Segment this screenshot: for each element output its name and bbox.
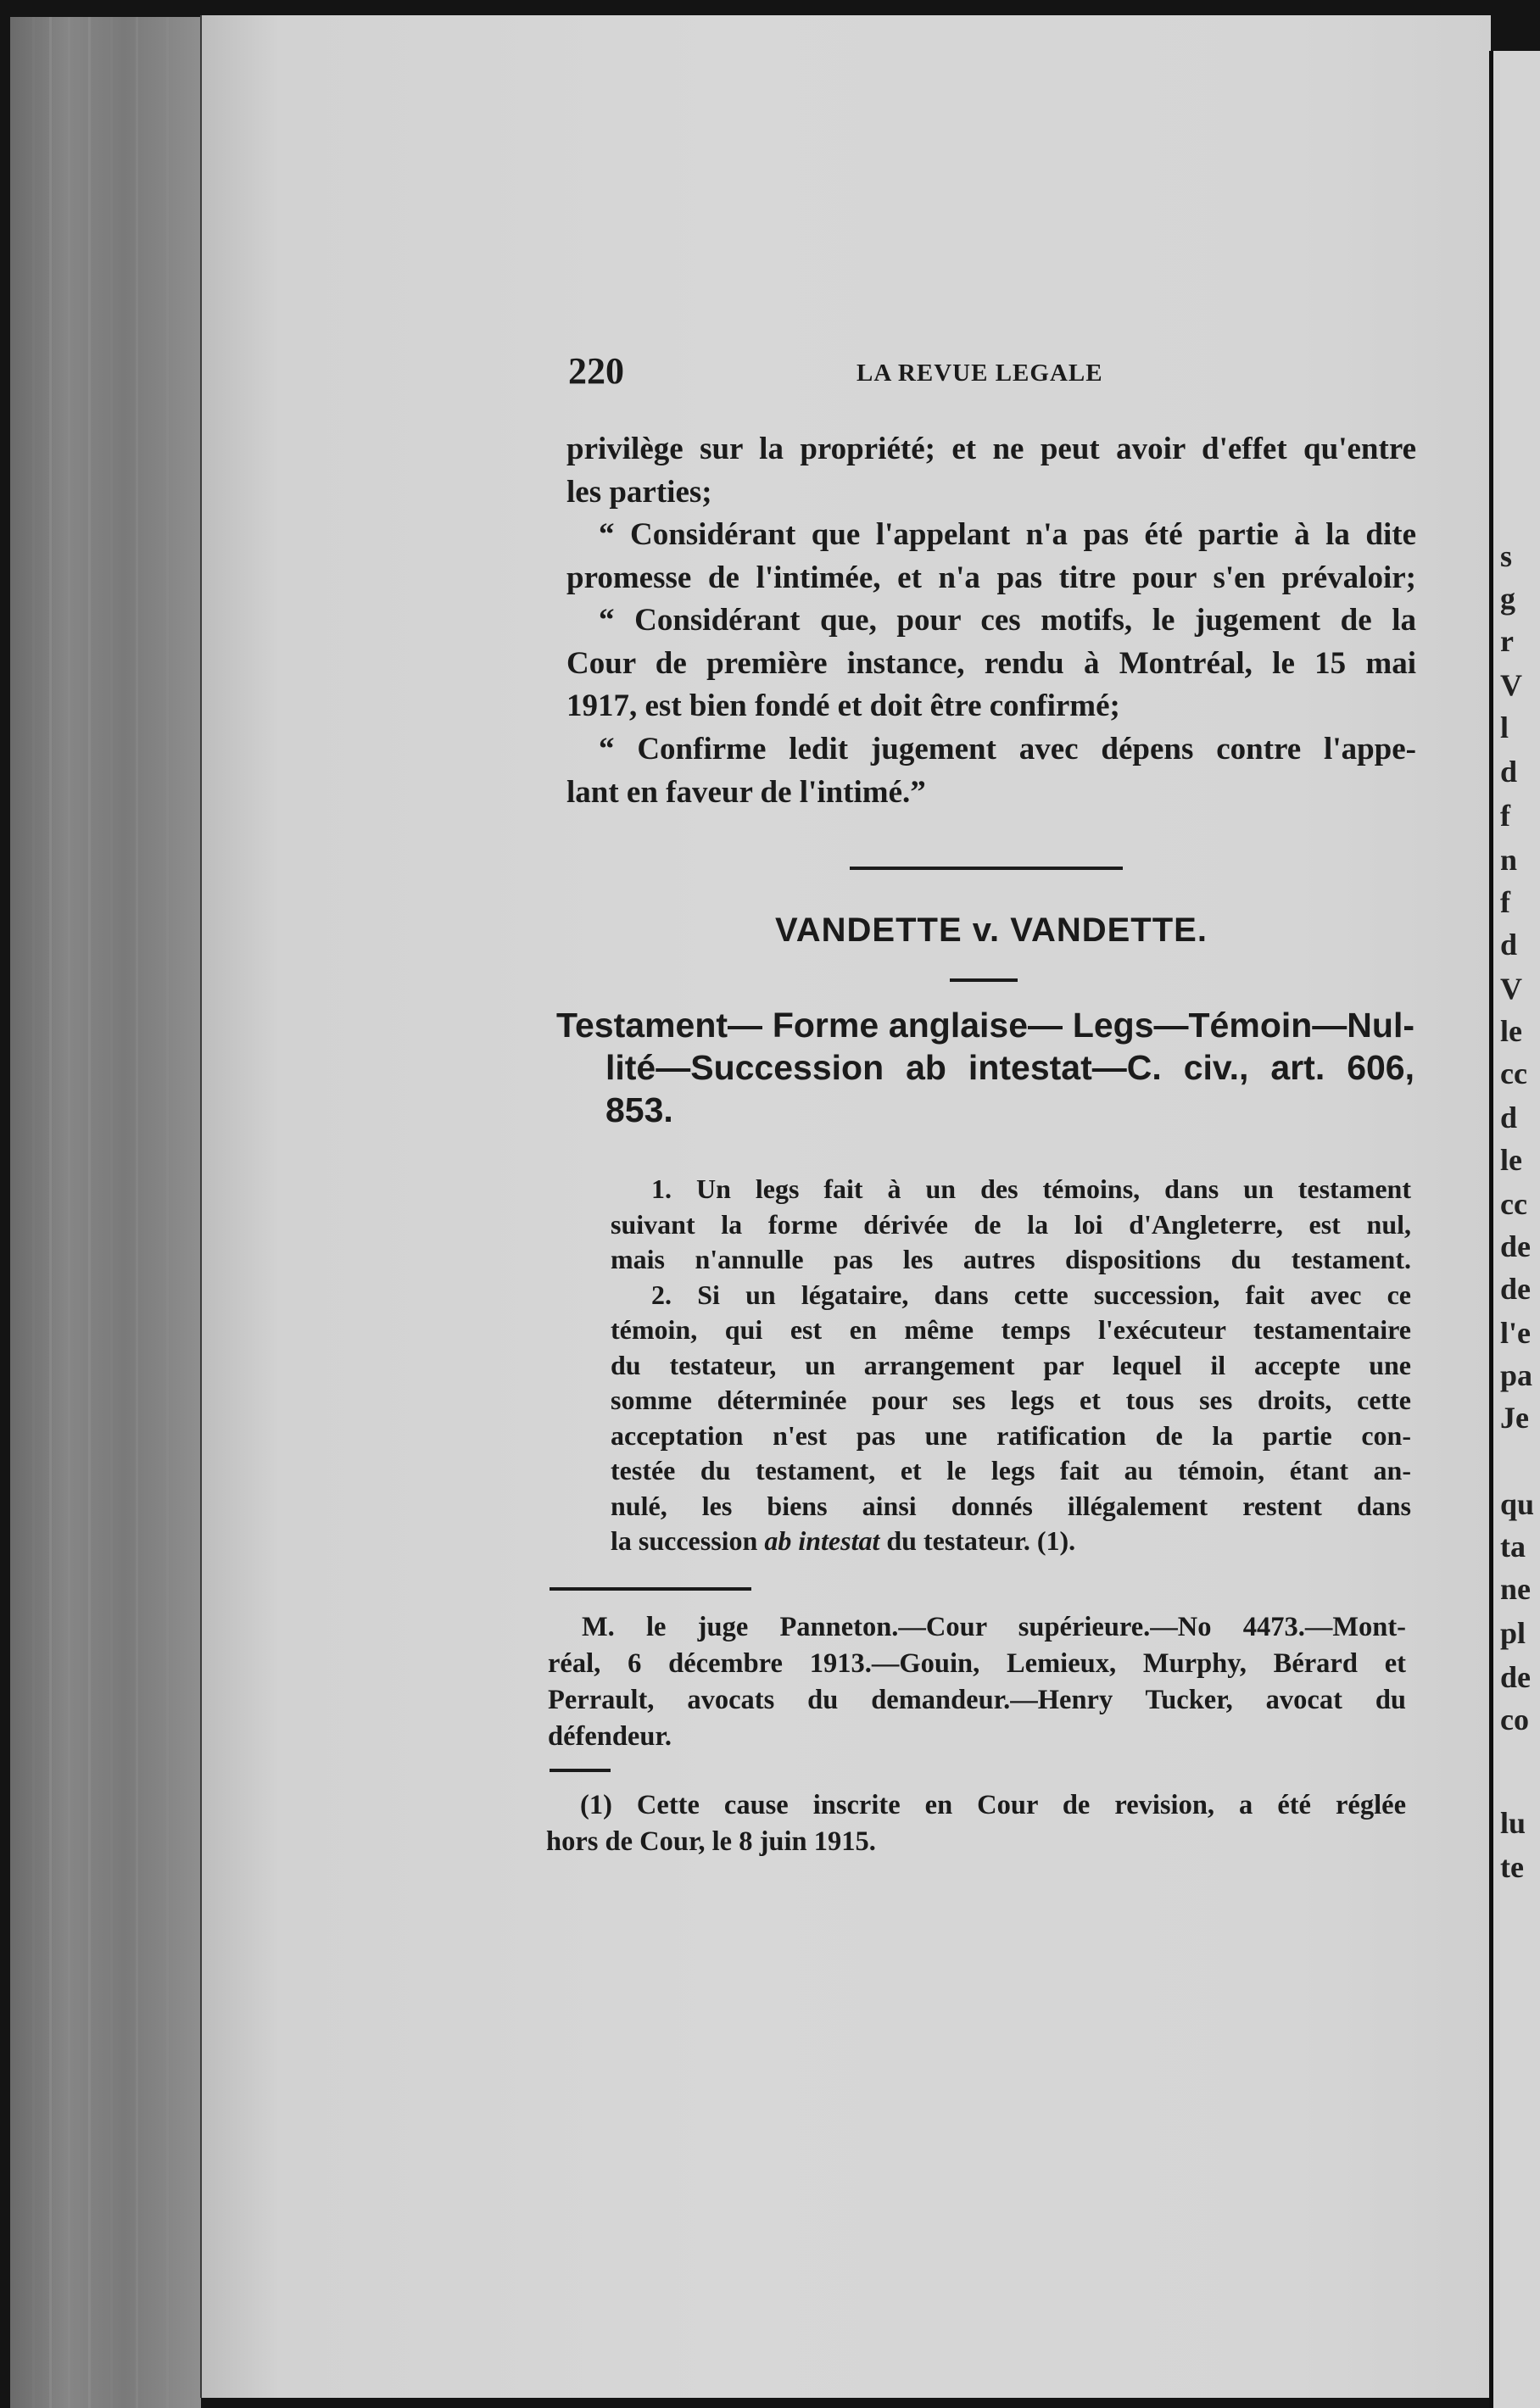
facing-page-fragment: r — [1500, 624, 1514, 658]
facing-page-fragment: f — [1500, 799, 1510, 833]
dispositif-paragraph — [566, 728, 1416, 814]
court-info — [548, 1609, 1406, 1755]
text-line: lant en faveur de l'intimé.” — [566, 774, 926, 810]
facing-page-fragment: pa — [1500, 1358, 1533, 1392]
title-rule — [950, 978, 1018, 982]
text-fragment: du testateur. (1). — [879, 1525, 1076, 1556]
footnote-rule — [550, 1769, 611, 1772]
section-divider — [850, 867, 1123, 870]
text-line: privilège sur la propriété; et ne peut avoir d'effet qu'entre — [566, 432, 1416, 466]
intro-paragraph — [566, 428, 1416, 514]
text-line: nulé, les biens ainsi donnés illégalement restent dans — [611, 1490, 1411, 1521]
facing-page-fragment: s — [1500, 539, 1513, 573]
text-line: “ Considérant que, pour ces motifs, le jugement de la — [599, 603, 1416, 638]
text-line: (1) Cette cause inscrite en Cour de revision, a été réglée — [580, 1790, 1406, 1820]
facing-page-fragment: n — [1500, 843, 1518, 877]
text-line: suivant la forme dérivée de la loi d'Angleterre, est nul, — [611, 1208, 1411, 1240]
facing-page-fragment: pl — [1500, 1616, 1526, 1650]
facing-page-fragment: V — [1500, 668, 1522, 702]
page-header — [568, 349, 1416, 400]
text-line: Testament— Forme anglaise— Legs—Témoin—Nul- — [556, 1006, 1414, 1045]
text-line: hors de Cour, le 8 juin 1915. — [546, 1826, 876, 1857]
facing-page-fragment: le — [1500, 1143, 1522, 1177]
page-edge-shading — [10, 17, 201, 2408]
facing-page-fragment: de — [1500, 1229, 1531, 1263]
facing-page-fragment: cc — [1500, 1056, 1527, 1090]
facing-page-fragment: de — [1500, 1660, 1531, 1694]
facing-page-fragment: lu — [1500, 1806, 1526, 1840]
considerant-paragraph — [566, 514, 1416, 599]
page-number: 220 — [568, 350, 624, 392]
text-line: témoin, qui est en même temps l'exécuteur testamentaire — [611, 1314, 1411, 1345]
running-head: LA REVUE LEGALE — [856, 360, 1103, 387]
facing-page-fragment: d — [1500, 928, 1518, 962]
facing-page-fragment: co — [1500, 1703, 1529, 1736]
case-title: VANDETTE v. VANDETTE. — [775, 911, 1208, 949]
text-line: testée du testament, et le legs fait au témoin, étant an- — [611, 1455, 1411, 1485]
text-line — [611, 1524, 1411, 1559]
page-edges — [0, 0, 212, 2408]
text-line: promesse de l'intimée, et n'a pas titre pour s'en prévaloir; — [566, 560, 1416, 595]
text-line: lité—Succession ab intestat—C. civ., art. 606, — [605, 1048, 1414, 1087]
text-line: réal, 6 décembre 1913.—Gouin, Lemieux, Murphy, Bérard et — [548, 1648, 1406, 1679]
facing-page-fragment: f — [1500, 885, 1510, 919]
text-line: défendeur. — [548, 1721, 672, 1752]
facing-page-fragment: ta — [1500, 1530, 1526, 1564]
text-line: acceptation n'est pas une ratification de la partie con- — [611, 1419, 1411, 1451]
text-line: Perrault, avocats du demandeur.—Henry Tucker, avocat du — [548, 1685, 1406, 1715]
facing-page-fragment: d — [1500, 1101, 1518, 1134]
facing-page-fragment: de — [1500, 1272, 1531, 1306]
text-line: somme déterminée pour ses legs et tous ses droits, cette — [611, 1385, 1411, 1415]
text-line: les parties; — [566, 474, 712, 510]
facing-page-fragment: V — [1500, 972, 1522, 1006]
text-line: 2. Si un légataire, dans cette succession, fait avec ce — [651, 1279, 1411, 1310]
text-line: 853. — [605, 1090, 673, 1129]
footnote — [546, 1787, 1406, 1860]
considerant-paragraph — [566, 599, 1416, 728]
text-line: “ Considérant que l'appelant n'a pas été partie à la dite — [599, 517, 1416, 552]
facing-page-fragment: l'e — [1500, 1316, 1531, 1350]
facing-page-fragment: cc — [1500, 1187, 1527, 1221]
text-line: M. le juge Panneton.—Cour supérieure.—No 4473.—Mont- — [582, 1612, 1406, 1642]
italic-phrase: ab intestat — [764, 1525, 880, 1556]
footnote-divider — [550, 1587, 751, 1591]
text-line: 1917, est bien fondé et doit être confirmé; — [566, 688, 1120, 724]
subject-heading — [556, 1004, 1414, 1131]
facing-page-fragment: le — [1500, 1014, 1522, 1048]
text-line: mais n'annulle pas les autres dispositions du testament. — [611, 1244, 1411, 1274]
text-line: du testateur, un arrangement par lequel il accepte une — [611, 1349, 1411, 1380]
text-line: 1. Un legs fait à un des témoins, dans un testament — [651, 1173, 1411, 1204]
headnote — [611, 1172, 1411, 1559]
facing-page-fragment: g — [1500, 582, 1515, 616]
facing-page-fragment: ne — [1500, 1572, 1531, 1606]
text-fragment: la succession — [611, 1525, 765, 1556]
facing-page-fragment: d — [1500, 755, 1518, 789]
facing-page-fragment: Je — [1500, 1401, 1529, 1435]
facing-page-fragment: qu — [1500, 1487, 1535, 1521]
facing-page-fragment: te — [1500, 1850, 1524, 1884]
text-line: “ Confirme ledit jugement avec dépens contre l'appe- — [599, 732, 1416, 766]
text-line: Cour de première instance, rendu à Montréal, le 15 mai — [566, 645, 1416, 681]
facing-page-fragment: l — [1500, 711, 1509, 744]
facing-page-edge — [1489, 51, 1540, 2408]
